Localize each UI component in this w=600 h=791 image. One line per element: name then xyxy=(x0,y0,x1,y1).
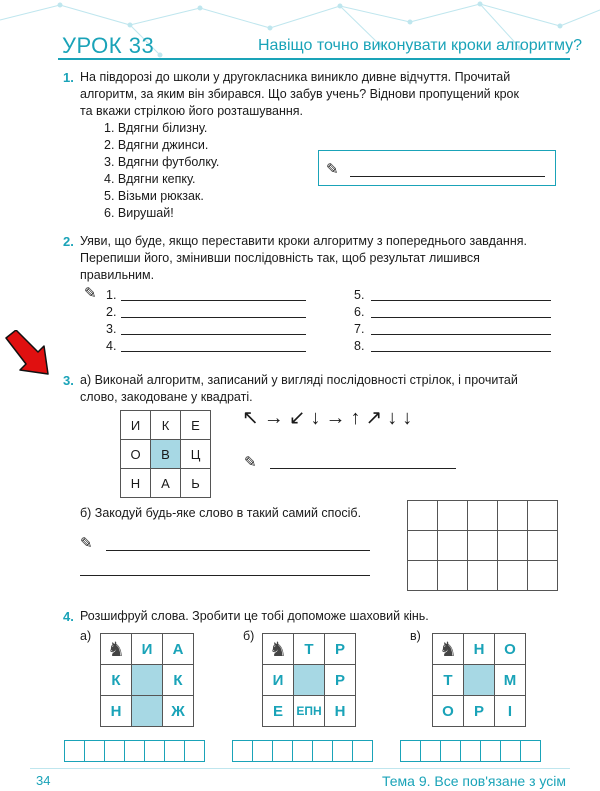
task2-left-list xyxy=(106,287,116,355)
knight-icon: ♞ xyxy=(433,634,464,665)
answer-cell[interactable] xyxy=(293,741,313,762)
answer-cell[interactable] xyxy=(125,741,145,762)
red-arrow-icon xyxy=(2,330,60,378)
knight-icon: ♞ xyxy=(101,634,132,665)
task2-number: 2. xyxy=(63,234,74,249)
puzzle-b-grid xyxy=(262,633,356,727)
answer-line[interactable] xyxy=(270,467,456,469)
answer-cell[interactable] xyxy=(165,741,185,762)
step-item: 5. Візьми рюкзак. xyxy=(104,189,204,203)
grid-cell-blank xyxy=(464,665,495,696)
puzzle-a-answer[interactable] xyxy=(64,740,205,762)
answer-cell[interactable] xyxy=(185,741,205,762)
grid-cell: К xyxy=(163,665,194,696)
answer-cell[interactable] xyxy=(333,741,353,762)
arrow-up-right-icon: ↗ xyxy=(365,407,388,429)
grid-cell[interactable] xyxy=(408,531,438,561)
grid-cell[interactable] xyxy=(528,561,558,591)
letter-grid xyxy=(120,410,211,498)
grid-cell[interactable] xyxy=(528,501,558,531)
grid-cell: О xyxy=(121,440,151,469)
task2-line2: Перепиши його, змінивши послідовність так, щоб результат лишився xyxy=(80,251,480,265)
arrow-up-icon: ↑ xyxy=(350,407,366,429)
puzzle-a-label: а) xyxy=(80,629,92,643)
grid-cell[interactable] xyxy=(498,531,528,561)
grid-cell: Т xyxy=(294,634,325,665)
answer-cell[interactable] xyxy=(85,741,105,762)
answer-cell[interactable] xyxy=(233,741,253,762)
arrow-down-icon: ↓ xyxy=(402,407,418,429)
puzzle-c-answer[interactable] xyxy=(400,740,541,762)
grid-cell: Е xyxy=(263,696,294,727)
grid-cell: К xyxy=(151,411,181,440)
grid-cell: О xyxy=(495,634,526,665)
task3-line1: а) Виконай алгоритм, записаний у вигляді послідовності стрілок, і прочитай xyxy=(80,373,518,387)
arrow-right-icon: → xyxy=(263,407,289,429)
rewrite-item: 6. xyxy=(354,305,365,319)
rewrite-item: 4. xyxy=(106,339,117,353)
grid-cell: И xyxy=(263,665,294,696)
answer-line[interactable] xyxy=(371,333,551,335)
arrow-sequence xyxy=(242,405,417,430)
answer-box[interactable] xyxy=(318,150,556,186)
puzzle-c-grid xyxy=(432,633,526,727)
answer-cell[interactable] xyxy=(105,741,125,762)
task1-line1: На півдорозі до школи у другокласника виникло дивне відчуття. Прочитай xyxy=(80,70,511,84)
task1-line2: алгоритм, за яким він збирався. Що забув учень? Віднови пропущений крок xyxy=(80,87,519,101)
task3-number: 3. xyxy=(63,373,74,388)
answer-cell[interactable] xyxy=(253,741,273,762)
arrow-down-icon: ↓ xyxy=(387,407,403,429)
answer-cell[interactable] xyxy=(273,741,293,762)
answer-cell[interactable] xyxy=(401,741,421,762)
grid-cell[interactable] xyxy=(498,561,528,591)
knight-icon: ♞ xyxy=(263,634,294,665)
arrow-up-left-icon: ↖ xyxy=(242,407,264,429)
answer-cell[interactable] xyxy=(421,741,441,762)
answer-cell[interactable] xyxy=(461,741,481,762)
answer-cell[interactable] xyxy=(65,741,85,762)
rewrite-item: 7. xyxy=(354,322,365,336)
task2-right-list xyxy=(354,287,364,355)
grid-cell-blank xyxy=(132,696,163,727)
answer-cell[interactable] xyxy=(501,741,521,762)
grid-cell[interactable] xyxy=(528,531,558,561)
grid-cell: ЕПН xyxy=(294,696,325,727)
grid-cell: И xyxy=(132,634,163,665)
grid-cell[interactable] xyxy=(468,531,498,561)
puzzle-b-answer[interactable] xyxy=(232,740,373,762)
answer-cell[interactable] xyxy=(441,741,461,762)
task4-number: 4. xyxy=(63,609,74,624)
grid-cell: Р xyxy=(325,634,356,665)
answer-line[interactable] xyxy=(371,316,551,318)
grid-cell: О xyxy=(433,696,464,727)
grid-cell[interactable] xyxy=(408,501,438,531)
grid-cell[interactable] xyxy=(438,561,468,591)
task2-line1: Уяви, що буде, якщо переставити кроки алгоритму з попереднього завдання. xyxy=(80,234,527,248)
step-item: 3. Вдягни футболку. xyxy=(104,155,220,169)
pen-icon: ✎ xyxy=(244,454,257,471)
grid-cell-blank xyxy=(294,665,325,696)
task4-text: Розшифруй слова. Зробити це тобі допоможе шаховий кінь. xyxy=(80,609,429,623)
step-item: 4. Вдягни кепку. xyxy=(104,172,196,186)
grid-cell[interactable] xyxy=(498,501,528,531)
grid-cell-blank xyxy=(132,665,163,696)
rewrite-item: 5. xyxy=(354,288,365,302)
lesson-topic: Навіщо точно виконувати кроки алгоритму? xyxy=(258,37,583,54)
task2-text xyxy=(80,233,560,284)
grid-cell: Н xyxy=(121,469,151,498)
task1-text xyxy=(80,69,560,120)
page-number: 34 xyxy=(36,773,51,788)
answer-line[interactable] xyxy=(371,350,551,352)
grid-cell[interactable] xyxy=(438,531,468,561)
rewrite-item: 2. xyxy=(106,305,117,319)
task3-text-a xyxy=(80,372,560,406)
grid-cell: Н xyxy=(101,696,132,727)
puzzle-b-label: б) xyxy=(243,629,255,643)
task2-line3: правильним. xyxy=(80,268,155,282)
task1-steps xyxy=(104,120,219,222)
step-item: 1. Вдягни білизну. xyxy=(104,121,208,135)
grid-cell[interactable] xyxy=(468,501,498,531)
answer-cell[interactable] xyxy=(313,741,333,762)
answer-line[interactable] xyxy=(121,316,306,318)
answer-line[interactable] xyxy=(106,549,370,551)
grid-cell[interactable] xyxy=(408,561,438,591)
grid-cell-start: В xyxy=(151,440,181,469)
task3-line2: слово, закодоване у квадраті. xyxy=(80,390,253,404)
arrow-down-icon: ↓ xyxy=(310,407,326,429)
grid-cell: К xyxy=(101,665,132,696)
puzzle-a-grid xyxy=(100,633,194,727)
grid-cell: Ж xyxy=(163,696,194,727)
answer-line[interactable] xyxy=(121,299,306,301)
rewrite-item: 8. xyxy=(354,339,365,353)
answer-cell[interactable] xyxy=(521,741,541,762)
step-item: 6. Вирушай! xyxy=(104,206,174,220)
grid-cell: И xyxy=(121,411,151,440)
grid-cell: Р xyxy=(464,696,495,727)
grid-cell: І xyxy=(495,696,526,727)
task1-line3: та вкажи стрілкою його розташування. xyxy=(80,104,304,118)
lesson-title: УРОК 33 xyxy=(62,33,155,58)
answer-line[interactable] xyxy=(350,175,545,177)
rewrite-item: 3. xyxy=(106,322,117,336)
rewrite-item: 1. xyxy=(106,288,117,302)
pen-icon: ✎ xyxy=(80,535,93,552)
grid-cell: Р xyxy=(325,665,356,696)
grid-cell: Н xyxy=(464,634,495,665)
arrow-down-left-icon: ↙ xyxy=(288,407,311,429)
grid-cell: М xyxy=(495,665,526,696)
grid-cell: Т xyxy=(433,665,464,696)
footer-rule xyxy=(30,768,570,769)
answer-cell[interactable] xyxy=(145,741,165,762)
puzzle-c-label: в) xyxy=(410,629,421,643)
answer-line[interactable] xyxy=(121,350,306,352)
answer-line[interactable] xyxy=(80,574,370,576)
grid-cell: Ь xyxy=(181,469,211,498)
footer-theme: Тема 9. Все пов'язане з усім xyxy=(382,773,566,789)
grid-cell: А xyxy=(163,634,194,665)
answer-line[interactable] xyxy=(371,299,551,301)
grid-cell[interactable] xyxy=(438,501,468,531)
pen-icon: ✎ xyxy=(84,285,97,302)
pen-icon: ✎ xyxy=(326,161,339,178)
grid-cell[interactable] xyxy=(468,561,498,591)
grid-cell: Н xyxy=(325,696,356,727)
answer-line[interactable] xyxy=(121,333,306,335)
arrow-right-icon: → xyxy=(325,407,351,429)
task1-number: 1. xyxy=(63,70,74,85)
grid-cell: Е xyxy=(181,411,211,440)
step-item: 2. Вдягни джинси. xyxy=(104,138,209,152)
answer-cell[interactable] xyxy=(481,741,501,762)
answer-cell[interactable] xyxy=(353,741,373,762)
grid-cell: Ц xyxy=(181,440,211,469)
empty-code-grid[interactable] xyxy=(407,500,558,591)
grid-cell: А xyxy=(151,469,181,498)
task3-text-b: б) Закодуй будь-яке слово в такий самий спосіб. xyxy=(80,506,362,520)
